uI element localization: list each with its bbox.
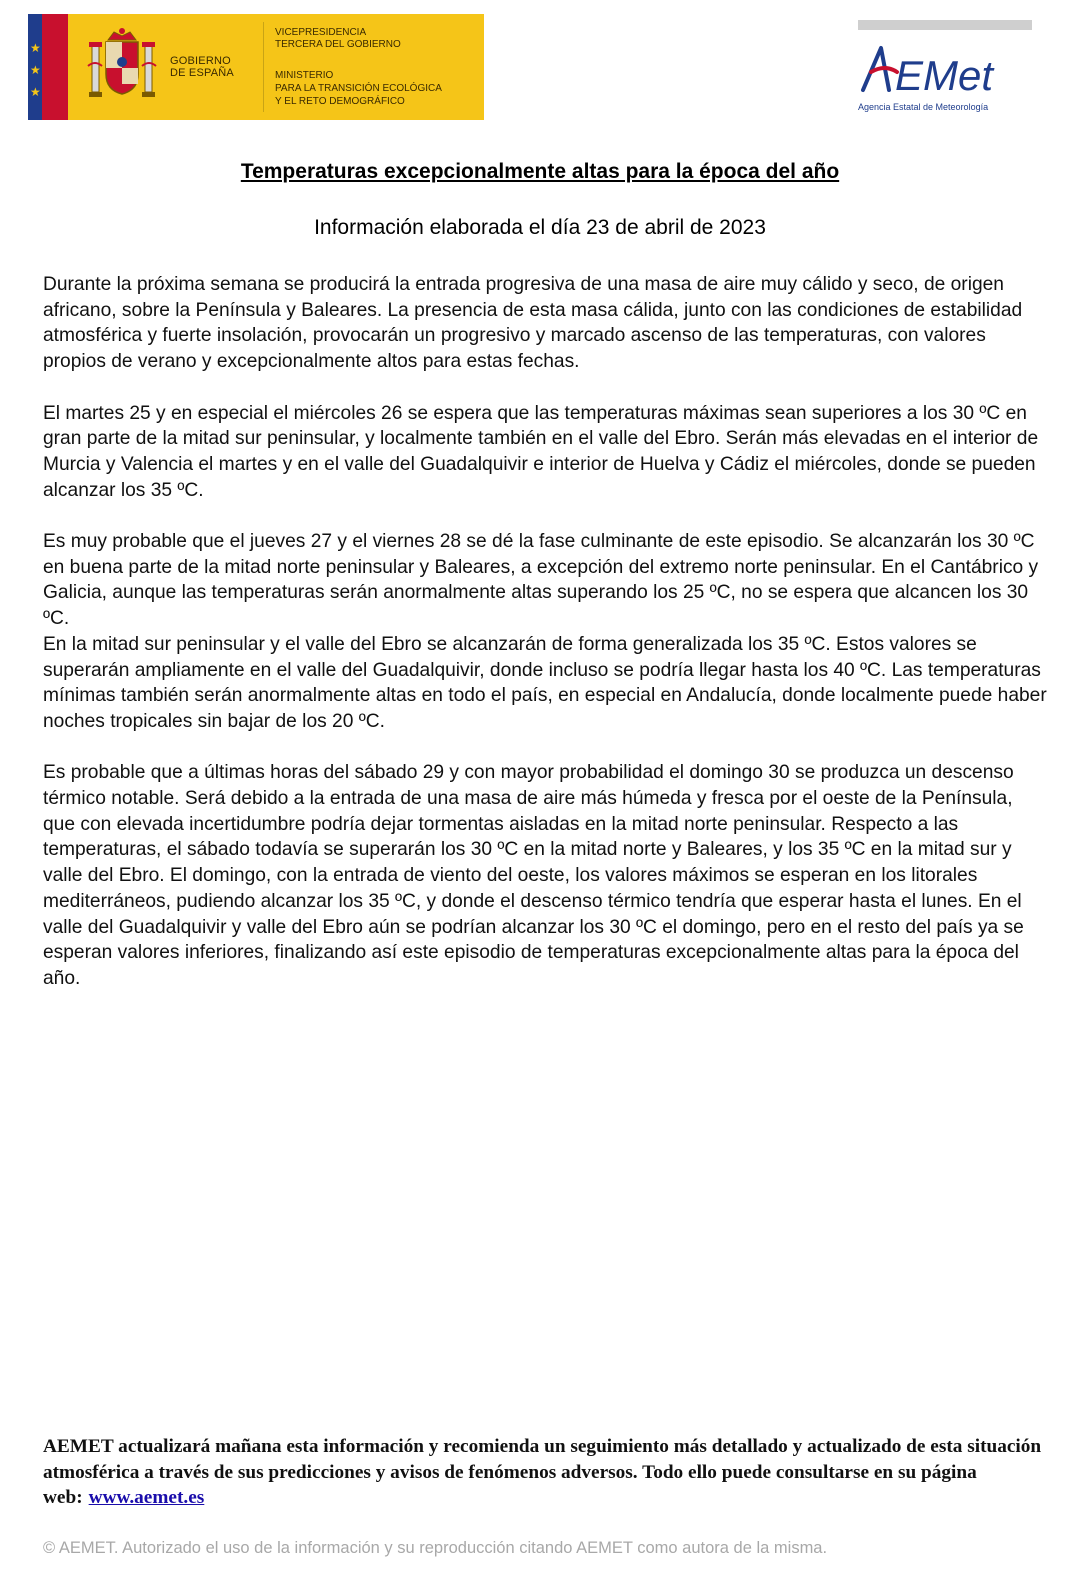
star-icon: ★	[30, 85, 41, 99]
paragraph: Es muy probable que el jueves 27 y el viernes 28 se dé la fase culminante de este episodio. Se alcanzarán los 30 ºC en buena parte de la mitad norte peninsular y Baleares, a excepción del extremo norte peninsular. En el Cantábrico y Galicia, aunque las temperaturas serán anormalmente altas superando los 25 ºC, no se espera que alcancen los 30 ºC.	[43, 531, 1039, 630]
vicepresidencia-label: VICEPRESIDENCIA TERCERA DEL GOBIERNO	[275, 27, 401, 50]
aemet-website-link[interactable]: www.aemet.es	[88, 1487, 205, 1509]
document-date: Información elaborada el día 23 de abril de 2023	[314, 216, 766, 239]
eu-flag-strip	[28, 14, 42, 120]
government-banner	[28, 14, 484, 120]
banner-divider	[263, 22, 264, 112]
gobierno-de-espana-label: GOBIERNO DE ESPAÑA	[170, 55, 234, 79]
copyright-notice: © AEMET. Autorizado el uso de la información y su reproducción citando AEMET como autora de la misma.	[43, 1539, 828, 1557]
paragraph: El martes 25 y en especial el miércoles 26 se espera que las temperaturas máximas sean superiores a los 30 ºC en gran parte de la mitad sur peninsular, y localmente también en el valle del Ebro. Serán más elevadas en el interior de Murcia y Valencia el martes y en el valle del Guadalquivir e interior de Huelva y Cádiz el miércoles, donde se pueden alcanzar los 35 ºC.	[43, 402, 1039, 501]
paragraph: Es probable que a últimas horas del sábado 29 y con mayor probabilidad el domingo 30 se produzca un descenso térmico notable. Será debido a la entrada de una masa de aire más húmeda y fresca por el oeste de la Península, que con elevada incertidumbre podría dejar tormentas aisladas en la mitad norte peninsular. Respecto a las temperaturas, el sábado todavía se superarán los 30 ºC en la mitad norte y Baleares, y los 35 ºC en la mitad sur y valle del Ebro. El domingo, con la entrada de viento del oeste, los valores máximos se esperan en los litorales mediterráneos, pudiendo alcanzar los 35 ºC, y donde el descenso térmico tendría que esperar hasta el lunes. En el valle del Guadalquivir y valle del Ebro aún se podrían alcanzar los 30 ºC el domingo, pero en el resto del país ya se esperan valores inferiores, finalizando así este episodio de temperaturas excepcionalmente altas para la época del año.	[43, 762, 1024, 989]
aemet-header-bar	[858, 20, 1032, 30]
ministerio-label: MINISTERIO PARA LA TRANSICIÓN ECOLÓGICA Y EL RETO DEMOGRÁFICO	[275, 70, 442, 107]
spain-flag-stripe	[42, 14, 68, 120]
star-icon: ★	[30, 41, 41, 55]
aemet-subtitle: Agencia Estatal de Meteorología	[858, 102, 989, 112]
document-title: Temperaturas excepcionalmente altas para la época del año	[240, 160, 840, 183]
star-icon: ★	[30, 63, 41, 77]
document-body	[43, 272, 1049, 1017]
coat-of-arms-icon	[82, 26, 162, 108]
footer-note-text: AEMET actualizará mañana esta información y recomienda un seguimiento más detallado y actualizado de esta situación atmosférica a través de sus predicciones y avisos de fenómenos adversos. Todo ello puede consultarse en su página web:	[43, 1436, 1042, 1509]
paragraph: Durante la próxima semana se producirá la entrada progresiva de una masa de aire muy cálido y seco, de origen africano, sobre la Península y Baleares. La presencia de esta masa cálida, junto con las condiciones de estabilidad atmosférica y fuerte insolación, provocarán un progresivo y marcado ascenso de las temperaturas, con valores propios de verano y excepcionalmente altos para estas fechas.	[43, 274, 1023, 373]
aemet-logo-text: EMet	[895, 52, 994, 99]
footer-note	[43, 1434, 1049, 1511]
paragraph: En la mitad sur peninsular y el valle del Ebro se alcanzarán de forma generalizada los 35 ºC. Estos valores se superarán ampliamente en el valle del Guadalquivir, donde incluso se podría llegar hasta los 40 ºC. Las temperaturas mínimas también serán anormalmente altas en todo el país, en especial en Andalucía, donde localmente puede haber noches tropicales sin bajar de los 20 ºC.	[43, 633, 1047, 732]
aemet-logo	[855, 40, 1015, 100]
